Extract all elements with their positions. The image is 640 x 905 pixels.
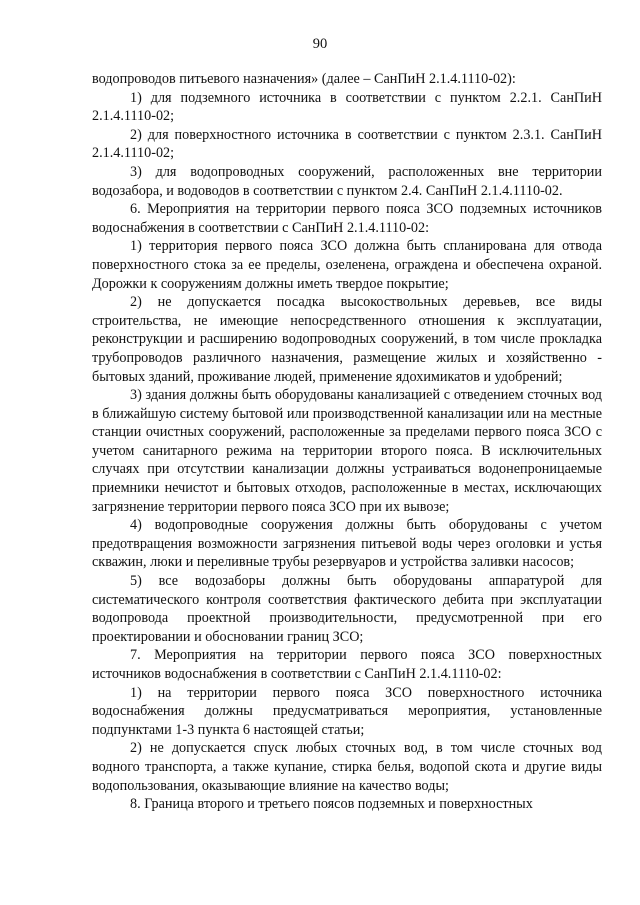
paragraph-item-water-facilities: 3) для водопроводных сооружений, расположенных вне территории водозабора, и водоводов в соответствии с пунктом 2.4. СанПиН 2.1.4.1110-02. — [92, 163, 602, 199]
paragraph-section-6-item-3: 3) здания должны быть оборудованы канализацией с отведением сточных вод в ближайшую систему бытовой или производственной канализации или на местные станции очистных сооружений, расположенные за пределами первого пояса ЗСО с учетом санитарного режима на территории второго пояса. В исключительных случаях при отсутствии канализации должны устраиваться водонепроницаемые приемники нечистот и бытовых отходов, расположенные в местах, исключающих загрязнение территории первого пояса ЗСО при их вывозе; — [92, 387, 602, 515]
paragraph-section-6-item-4: 4) водопроводные сооружения должны быть оборудованы с учетом предотвращения возможности загрязнения питьевой воды через оголовки и устья скважин, люки и переливные трубы резервуаров и устройства заливки насосов; — [92, 517, 602, 571]
paragraph-item-underground-source: 1) для подземного источника в соответствии с пунктом 2.2.1. СанПиН 2.1.4.1110-02; — [92, 89, 602, 125]
paragraph-item-surface-source: 2) для поверхностного источника в соответствии с пунктом 2.3.1. СанПиН 2.1.4.1110-02; — [92, 126, 602, 162]
paragraph-section-7-item-2: 2) не допускается спуск любых сточных вод, в том числе сточных вод водного транспорта, а также купание, стирка белья, водопой скота и другие виды водопользования, оказывающие влияние на качество воды; — [92, 740, 602, 794]
paragraph-section-7-item-1: 1) на территории первого пояса ЗСО поверхностного источника водоснабжения должны предусматриваться мероприятия, установленные подпунктами 1-3 пункта 6 настоящей статьи; — [92, 684, 602, 738]
paragraph-section-8-heading: 8. Граница второго и третьего поясов подземных и поверхностных — [130, 796, 533, 813]
document-body — [92, 70, 602, 814]
page-number: 90 — [312, 36, 328, 52]
paragraph-intro-continuation: водопроводов питьевого назначения» (далее – СанПиН 2.1.4.1110-02): — [92, 71, 516, 87]
paragraph-section-6-item-1: 1) территория первого пояса ЗСО должна быть спланирована для отвода поверхностного стока за ее пределы, озеленена, ограждена и обеспечена охраной. Дорожки к сооружениям должны иметь твердое покрытие; — [92, 238, 602, 292]
paragraph-section-6-item-5: 5) все водозаборы должны быть оборудованы аппаратурой для систематического контроля соответствия фактического дебита при эксплуатации водопровода проектной производительности, предусмотренной при его проектировании и обосновании границ ЗСО; — [92, 573, 602, 645]
paragraph-section-6-heading: 6. Мероприятия на территории первого пояса ЗСО подземных источников водоснабжения в соответствии с СанПиН 2.1.4.1110-02: — [92, 201, 602, 236]
paragraph-section-7-heading: 7. Мероприятия на территории первого пояса ЗСО поверхностных источников водоснабжения в соответствии с СанПиН 2.1.4.1110-02: — [92, 647, 602, 682]
paragraph-section-6-item-2: 2) не допускается посадка высокоствольных деревьев, все виды строительства, не имеющие непосредственного отношения к эксплуатации, реконструкции и расширению водопроводных сооружений, в том числе прокладка трубопроводов различного назначения, размещение жилых и хозяйственно - бытовых зданий, проживание людей, применение ядохимикатов и удобрений; — [92, 294, 602, 385]
